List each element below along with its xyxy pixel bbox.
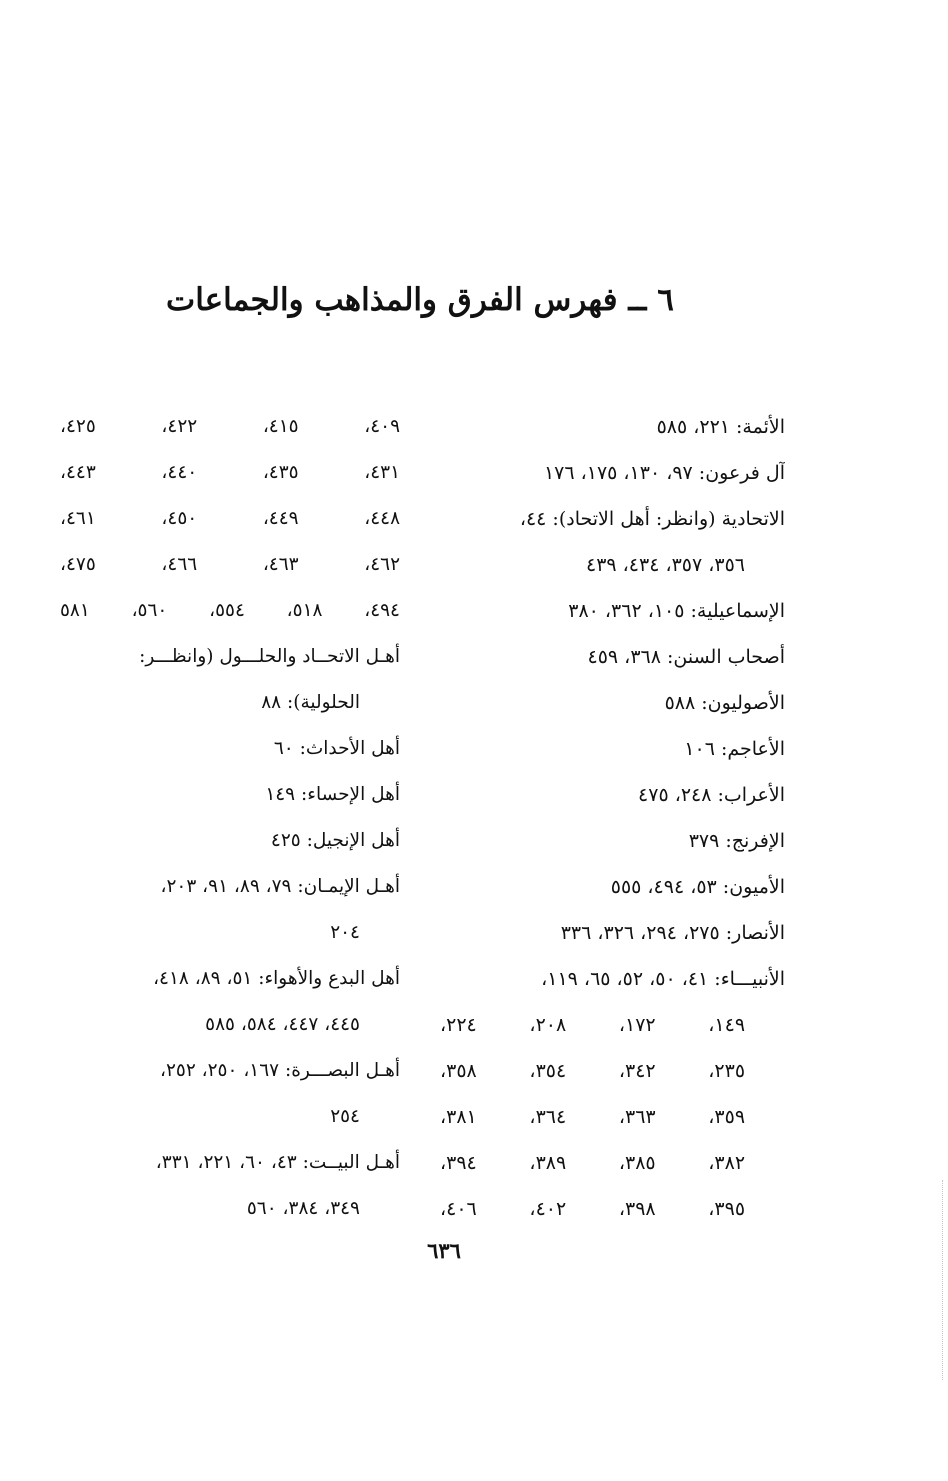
index-entry-continuation: ٣٤٩، ٣٨٤، ٥٦٠ (246, 1198, 360, 1219)
index-entry-continuation: ٣٨٢، ٣٨٥، ٣٨٩، ٣٩٤، (440, 1152, 746, 1174)
index-entry-continuation: ٢٠٤ (330, 922, 360, 943)
index-entry-continuation: ٢٣٥، ٣٤٢، ٣٥٤، ٣٥٨، (440, 1060, 746, 1082)
index-entry-line: أصحاب السنن: ٣٦٨، ٤٥٩ (587, 646, 785, 668)
index-entry-continuation: ٣٩٥، ٣٩٨، ٤٠٢، ٤٠٦، (440, 1198, 746, 1220)
index-entry-line: الإفرنج: ٣٧٩ (688, 830, 785, 852)
index-column-right (440, 404, 785, 1232)
index-entry-continuation: ٤٦٢، ٤٦٣، ٤٦٦، ٤٧٥، (60, 554, 400, 575)
index-entry-continuation: ٢٥٤ (330, 1106, 360, 1127)
index-entry-continuation: ٣٥٩، ٣٦٣، ٣٦٤، ٣٨١، (440, 1106, 746, 1128)
index-entry-line: الأئمة: ٢٢١، ٥٨٥ (656, 416, 785, 438)
index-column-left (60, 404, 400, 1232)
index-entry-continuation: ٤٠٩، ٤١٥، ٤٢٢، ٤٢٥، (60, 416, 400, 437)
index-entry-continuation: ٤٩٤، ٥١٨، ٥٥٤، ٥٦٠، ٥٨١ (60, 600, 400, 621)
scan-edge-mark (942, 1180, 944, 1380)
index-entry-continuation: ٤٤٥، ٤٤٧، ٥٨٤، ٥٨٥ (205, 1014, 360, 1035)
index-entry-line: أهـل الاتحــاد والحلـــول (وانظـــر: (139, 646, 400, 667)
index-entry-line: الاتحادية (وانظر: أهل الاتحاد): ٤٤، (519, 508, 785, 530)
index-entry-line: أهل الإنجيل: ٤٢٥ (270, 830, 400, 851)
index-entry-continuation: ١٤٩، ١٧٢، ٢٠٨، ٢٢٤، (440, 1014, 746, 1036)
index-entry-line: الأنبيـــاء: ٤١، ٥٠، ٥٢، ٦٥، ١١٩، (541, 968, 785, 990)
index-entry-continuation: الحلولية): ٨٨ (261, 692, 360, 713)
index-entry-line: آل فرعون: ٩٧، ١٣٠، ١٧٥، ١٧٦ (543, 462, 785, 484)
index-entry-continuation: ٣٥٦، ٣٥٧، ٤٣٤، ٤٣٩ (585, 554, 745, 576)
index-entry-line: أهل الأحداث: ٦٠ (273, 738, 400, 759)
index-entry-continuation: ٤٣١، ٤٣٥، ٤٤٠، ٤٤٣، (60, 462, 400, 483)
index-entry-line: الإسماعيلية: ١٠٥، ٣٦٢، ٣٨٠ (568, 600, 785, 622)
index-entry-continuation: ٤٤٨، ٤٤٩، ٤٥٠، ٤٦١، (60, 508, 400, 529)
index-entry-line: أهـل البصـــرة: ١٦٧، ٢٥٠، ٢٥٢، (159, 1060, 400, 1081)
index-entry-line: الأعراب: ٢٤٨، ٤٧٥ (638, 784, 785, 806)
page-title: ٦ ــ فهرس الفرق والمذاهب والجماعات (166, 282, 674, 318)
page-number: ٦٣٦ (427, 1238, 461, 1263)
index-entry-line: أهـل الإيمـان: ٧٩، ٨٩، ٩١، ٢٠٣، (160, 876, 400, 897)
index-entry-line: أهل البدع والأهواء: ٥١، ٨٩، ٤١٨، (153, 968, 400, 989)
index-entry-line: الأنصار: ٢٧٥، ٢٩٤، ٣٢٦، ٣٣٦ (560, 922, 785, 944)
index-entry-line: الأعاجم: ١٠٦ (684, 738, 785, 760)
index-entry-line: أهـل البيــت: ٤٣، ٦٠، ٢٢١، ٣٣١، (155, 1152, 400, 1173)
index-entry-line: أهل الإحساء: ١٤٩ (265, 784, 400, 805)
index-entry-line: الأصوليون: ٥٨٨ (664, 692, 785, 714)
index-entry-line: الأميون: ٥٣، ٤٩٤، ٥٥٥ (610, 876, 785, 898)
